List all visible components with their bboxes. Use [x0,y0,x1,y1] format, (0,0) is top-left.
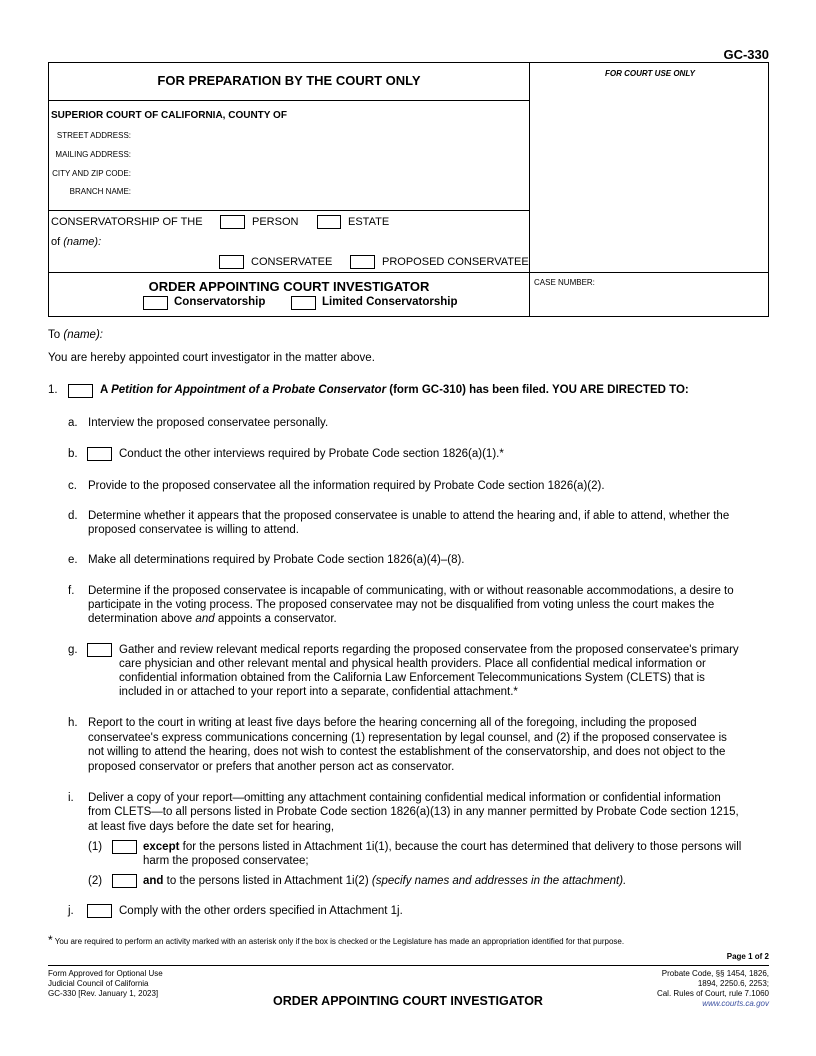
to-name-label: To (name): [48,329,103,341]
limited-conservatorship-label: Limited Conservatorship [322,296,458,308]
footer-right: Probate Code, §§ 1454, 1826, 1894, 2250.6, 2253; Cal. Rules of Court, rule 7.1060 www.courts.ca.gov [656,969,769,1008]
page-number: Page 1 of 2 [726,952,769,961]
limited-conservatorship-checkbox[interactable] [291,296,316,310]
conservatee-checkbox[interactable] [219,255,244,269]
item-g-line3: confidential information obtained from the California Law Enforcement Telecommunications System (CLETS) that is [119,672,705,684]
divider [49,100,529,101]
item-d-line2: proposed conservatee is willing to attend. [88,524,299,536]
conservatorship-label: Conservatorship [174,296,266,308]
item-d-line1: Determine whether it appears that the proposed conservatee is unable to attend the hearing and, if able to attend, whether the [88,510,730,522]
item-h-line4: proposed conservator or prefers that another person act as conservator. [88,761,455,773]
court-use-label: FOR COURT USE ONLY [605,69,695,78]
courts-link[interactable]: www.courts.ca.gov [702,999,769,1008]
prep-title: FOR PREPARATION BY THE COURT ONLY [157,73,421,88]
footer-title: ORDER APPOINTING COURT INVESTIGATOR [273,994,543,1008]
item-h-line1: Report to the court in writing at least five days before the hearing concerning all of the foregoing, including the proposed [88,717,697,729]
item-g-checkbox[interactable] [87,643,112,657]
estate-checkbox[interactable] [317,215,341,229]
item-b-letter: b. [68,448,78,460]
item-e-text: Make all determinations required by Probate Code section 1826(a)(4)–(8). [88,554,465,566]
item-c-letter: c. [68,480,77,492]
caption-box [48,62,769,317]
item-i1-text: except for the persons listed in Attachment 1i(1), because the court has determined that delivery to those persons will [143,841,742,853]
of-name-label: of (name): [51,236,102,248]
conservatee-label: CONSERVATEE [251,256,333,268]
item-a-text: Interview the proposed conservatee personally. [88,417,329,429]
divider [49,210,529,211]
item-f-line1: Determine if the proposed conservatee is incapable of communicating, with or without reasonable accommodations, a desire to [88,585,734,597]
item-1-number: 1. [48,384,58,396]
form-number: GC-330 [723,47,769,62]
item-b-text: Conduct the other interviews required by Probate Code section 1826(a)(1).* [119,448,504,460]
item-d-letter: d. [68,510,78,522]
item-j-letter: j. [68,905,74,917]
footer-left: Form Approved for Optional Use Judicial Council of California GC-330 [Rev. January 1, 2023] [48,969,163,998]
person-label: PERSON [252,216,299,228]
item-j-text: Comply with the other orders specified in Attachment 1j. [119,905,403,917]
item-i-line2: from CLETS—to all persons listed in Probate Code section 1826(a)(13) in any manner permitted by Probate Code section 1215, [88,806,739,818]
street-address-label: STREET ADDRESS: [56,131,131,140]
divider [49,272,768,273]
item-h-letter: h. [68,717,78,729]
conservatorship-checkbox[interactable] [143,296,168,310]
item-f-line2: participate in the voting process. The proposed conservatee may not be disqualified from voting unless the court makes the [88,599,715,611]
item-1-text: A Petition for Appointment of a Probate Conservator (form GC-310) has been filed. YOU ARE DIRECTED TO: [100,384,689,396]
footer-rule [48,965,769,966]
order-title: ORDER APPOINTING COURT INVESTIGATOR [148,279,430,294]
item-f-letter: f. [68,585,75,597]
item-f-line3: determination above and appoints a conservator. [88,613,337,625]
proposed-conservatee-checkbox[interactable] [350,255,375,269]
branch-name-label: BRANCH NAME: [69,187,131,196]
item-h-line2: conservatee's express communications concerning (1) representation by legal counsel, and (2) if the proposed conservatee is [88,732,727,744]
appointed-text: You are hereby appointed court investigator in the matter above. [48,352,375,364]
item-g-line4: included in or attached to your report into a separate, confidential attachment.* [119,686,518,698]
case-number-label: CASE NUMBER: [534,278,595,287]
item-g-line1: Gather and review relevant medical reports regarding the proposed conservatee from the proposed conservatee's primary [119,644,739,656]
item-i2-text: and to the persons listed in Attachment 1i(2) (specify names and addresses in the attachment). [143,875,627,887]
item-h-line3: not willing to attend the hearing, does not wish to contest the establishment of the conservatorship, and does not object to the [88,746,726,758]
item-j-checkbox[interactable] [87,904,112,918]
item-c-text: Provide to the proposed conservatee all the information required by Probate Code section 1826(a)(2). [88,480,605,492]
estate-label: ESTATE [348,216,390,228]
item-e-letter: e. [68,554,78,566]
item-i1-number: (1) [88,841,103,853]
divider [529,63,530,316]
mailing-address-label: MAILING ADDRESS: [55,150,131,159]
item-g-letter: g. [68,644,78,656]
item-g-line2: care physician and other relevant mental and physical health providers. Place all confidential medical information or [119,658,706,670]
item-i2-number: (2) [88,875,103,887]
item-i-line3: at least five days before the date set for hearing, [88,821,335,833]
item-1-checkbox[interactable] [68,384,93,398]
city-zip-label: CITY AND ZIP CODE: [52,169,131,178]
item-i-letter: i. [68,792,74,804]
court-name: SUPERIOR COURT OF CALIFORNIA, COUNTY OF [51,110,287,121]
item-b-checkbox[interactable] [87,447,112,461]
person-checkbox[interactable] [220,215,245,229]
proposed-conservatee-label: PROPOSED CONSERVATEE [382,256,529,268]
item-i1-line2: harm the proposed conservatee; [143,855,309,867]
conservatorship-of-label: CONSERVATORSHIP OF THE [51,216,203,228]
item-i2-checkbox[interactable] [112,874,137,888]
item-i-line1: Deliver a copy of your report—omitting any attachment containing confidential medical information or confidential information [88,792,721,804]
footnote: * You are required to perform an activity marked with an asterisk only if the box is checked or the Legislature has made an appropriation identified for that purpose. [48,933,625,947]
item-a-letter: a. [68,417,78,429]
item-i1-checkbox[interactable] [112,840,137,854]
